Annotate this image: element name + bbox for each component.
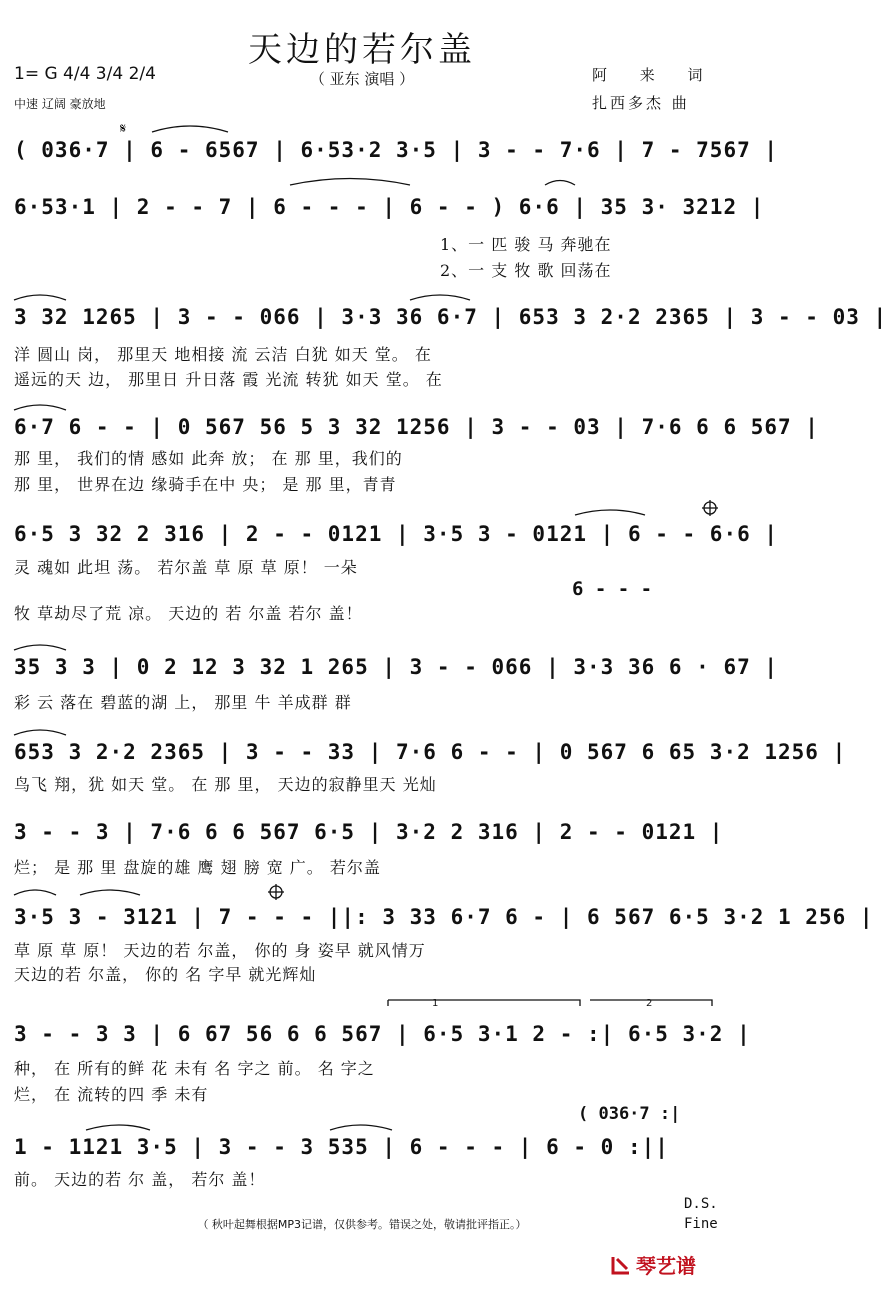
slur-arc xyxy=(14,730,66,735)
lyric-line: 种， 在 所有的鲜 花 未有 名 字之 前。 名 字之 xyxy=(14,1059,375,1078)
lyric-line: 牧 草劫尽了荒 凉。 天边的 若 尔盖 若尔 盖！ xyxy=(14,604,363,623)
lyric-line: 灵 魂如 此坦 荡。 若尔盖 草 原 草 原！ 一朵 xyxy=(14,558,358,577)
staff-row-10: 3 - - 3 3 | 6 67 56 6 6 567 | 6·5 3·1 2 - :| 6·5 3·2 | xyxy=(14,1022,751,1046)
lyric-line: 洋 圆山 岗， 那里天 地相接 流 云洁 白犹 如天 堂。 在 xyxy=(14,345,432,364)
staff-row-8: 3 - - 3 | 7·6 6 6 567 6·5 | 3·2 2 316 | 2 - - 0121 | xyxy=(14,820,724,844)
staff-row-7: 653 3 2·2 2365 | 3 - - 33 | 7·6 6 - - | 0 567 6 65 3·2 1256 | xyxy=(14,740,847,764)
slur-arc xyxy=(14,295,66,300)
coda-note: 6 - - - xyxy=(572,578,653,600)
lyric-line: 2、一 支 牧 歌 回荡在 xyxy=(440,261,612,280)
transcriber-note: （ 秋叶起舞根据MP3记谱，仅供参考。错误之处，敬请批评指正。） xyxy=(197,1218,527,1231)
staff-row-11: 1 - 1121 3·5 | 3 - - 3 535 | 6 - - - | 6 - 0 :|| xyxy=(14,1135,669,1159)
staff-row-3: 3 32 1265 | 3 - - 066 | 3·3 36 6·7 | 653 3 2·2 2365 | 3 - - 03 | xyxy=(14,305,887,329)
coda-icon xyxy=(268,500,718,900)
lyric-line: 天边的若 尔盖， 你的 名 字早 就光辉灿 xyxy=(14,965,317,984)
lyric-line: 那 里， 世界在边 缘骑手在中 央； 是 那 里，青青 xyxy=(14,475,397,494)
lyric-line: 1、一 匹 骏 马 奔驰在 xyxy=(440,235,612,254)
staff-row-1: ( 036·7 | 6 - 6567 | 6·53·2 3·5 | 3 - - 7·6 | 7 - 7567 | xyxy=(14,138,779,162)
slur-arc xyxy=(575,510,645,515)
lyric-line: 前。 天边的若 尔 盖， 若尔 盖！ xyxy=(14,1170,266,1189)
brand-logo xyxy=(610,1250,696,1279)
svg-text:𝄋: 𝄋 xyxy=(120,121,127,137)
brand-icon xyxy=(610,1254,632,1276)
staff-row-2: 6·53·1 | 2 - - 7 | 6 - - - | 6 - - ) 6·6 | 35 3· 3212 | xyxy=(14,195,765,219)
dacapo-prefix: ( 036·7 :| xyxy=(578,1104,681,1124)
slur-arc xyxy=(545,181,575,186)
slur-arc xyxy=(14,645,66,650)
lyric-line: 鸟飞 翔，犹 如天 堂。 在 那 里， 天边的寂静里天 光灿 xyxy=(14,775,437,794)
key-signature: 1= G 4/4 3/4 2/4 xyxy=(14,64,156,84)
segno-icon xyxy=(120,121,126,137)
lyric-line: 遥远的天 边， 那里日 升日落 霞 光流 转犹 如天 堂。 在 xyxy=(14,370,443,389)
lyric-line: 那 里， 我们的情 感如 此奔 放； 在 那 里，我们的 xyxy=(14,449,403,468)
slur-arc xyxy=(14,405,66,410)
staff-row-4: 6·7 6 - - | 0 567 56 5 3 32 1256 | 3 - - 03 | 7·6 6 6 567 | xyxy=(14,415,819,439)
slur-arc xyxy=(86,1125,150,1130)
lyric-line: 彩 云 落在 碧蓝的湖 上， 那里 牛 羊成群 群 xyxy=(14,693,352,712)
slur-arc xyxy=(290,179,410,186)
second-ending-label: 2 xyxy=(646,998,653,1009)
fine-marking: Fine xyxy=(684,1216,718,1232)
lyric-line: 烂； 是 那 里 盘旋的雄 鹰 翅 膀 宽 广。 若尔盖 xyxy=(14,858,381,877)
song-title: 天边的若尔盖 xyxy=(248,30,476,70)
lyric-line: 烂， 在 流转的四 季 未有 xyxy=(14,1085,209,1104)
staff-row-5: 6·5 3 32 2 316 | 2 - - 0121 | 3·5 3 - 0121 | 6 - - 6·6 | xyxy=(14,522,779,546)
second-ending-bracket xyxy=(590,1000,712,1006)
lyric-line: 草 原 草 原！ 天边的若 尔盖， 你的 身 姿早 就风情万 xyxy=(14,941,426,960)
staff-row-9: 3·5 3 - 3121 | 7 - - - ||: 3 33 6·7 6 - | 6 567 6·5 3·2 1 256 | xyxy=(14,905,874,929)
lyricist-credit: 阿 来 词 xyxy=(592,66,717,84)
slur-arc xyxy=(80,890,140,895)
ds-marking: D.S. xyxy=(684,1196,718,1212)
slur-arc xyxy=(330,1125,392,1130)
brand-name: 琴艺谱 xyxy=(636,1254,696,1278)
first-ending-label: 1 xyxy=(432,998,439,1009)
first-ending-bracket xyxy=(388,1000,580,1006)
singer-credit: （ 亚东 演唱 ） xyxy=(309,70,415,88)
composer-credit: 扎西多杰 曲 xyxy=(592,94,690,112)
staff-row-6: 35 3 3 | 0 2 12 3 32 1 265 | 3 - - 066 | 3·3 36 6 · 67 | xyxy=(14,655,779,679)
slur-arc xyxy=(410,295,470,300)
slur-arc xyxy=(152,126,228,132)
slur-arc xyxy=(14,890,56,895)
tempo-marking: 中速 辽阔 豪放地 xyxy=(14,97,106,111)
